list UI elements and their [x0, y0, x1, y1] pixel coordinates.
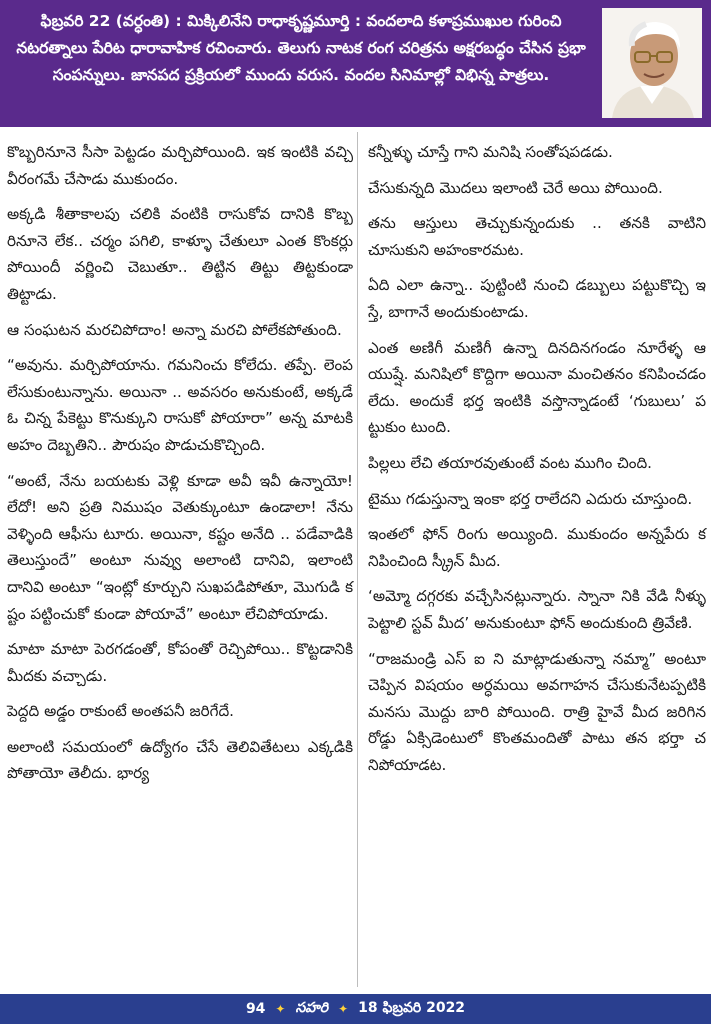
column-divider: [357, 132, 358, 987]
paragraph: ఏది ఎలా ఉన్నా.. పుట్టింటి నుంచి డబ్బులు పట్టుకొచ్చి ఇస్తే, బాగానే అందుకుంటాడు.: [368, 276, 706, 321]
paragraph: మాటా మాటా పెరగడంతో, కోపంతో రెచ్చిపోయి.. కొట్టడానికి మీదకు వచ్చాడు.: [7, 640, 353, 685]
paragraph: ఇంతలో ఫోన్ రింగు అయ్యింది. ముకుందం అన్నపేరు కనిపించింది స్క్రీన్ మీద.: [368, 525, 706, 570]
paragraph: చేసుకున్నది మొదలు ఇలాంటి చెరే అయి పోయింది.: [368, 178, 663, 197]
separator-star-icon: ✦: [275, 1002, 286, 1016]
banner-text: ఫిబ్రవరి 22 (వర్ధంతి) : మిక్కిలినేని రాధాకృష్ణమూర్తి : వందలాది కళాప్రముఖుల గురించి నటరత్నాలు పేరిట ధారావాహిక రచించారు. తెలుగు నాటక రంగ చరిత్రను అక్షరబద్ధం చేసిన ప్రభా సంపన్నులు. జానపద ప్రక్రియలో ముందు వరుస. వందల సినిమాల్లో విభిన్న పాత్రలు.: [16, 12, 586, 84]
paragraph: అక్కడి శీతాకాలపు చలికి వంటికి రాసుకోవ దానికి కొబ్బరినూనె లేక.. చర్మం పగిలి, కాళ్ళూ చేతులూ ఎంత కొంకర్లు పోయిందీ వర్ణించి చెబుతూ.. తిట్టిన తిట్టు తిట్టకుండా తిట్టాడు.: [7, 205, 353, 303]
portrait-photo: [602, 8, 702, 118]
issue-date: 18 ఫిబ్రవరి 2022: [358, 999, 466, 1016]
paragraph: అలాంటి సమయంలో ఉద్యోగం చేసే తెలివితేటలు ఎక్కడికి పోతాయో తెలీదు. భార్య: [7, 737, 353, 783]
paragraph: “రాజమండ్రి ఎస్ ఐ ని మాట్లాడుతున్నా నమ్మా” అంటూ చెప్పిన విషయం అర్ధమయి అవగాహన చేసుకునేటప్పటికి మనసు మొద్దు బారి పోయింది. రాత్రి హైవే మీద జరిగిన రోడ్డు ఏక్సిడెంటులో కొంతమందితో పాటు తన భర్తా చనిపోయాడట.: [368, 649, 706, 774]
paragraph: తను ఆస్తులు తెచ్చుకున్నందుకు .. తనకి వాటిని చూసుకుని అహంకారమట.: [368, 214, 706, 259]
magazine-name: సహరి: [295, 999, 329, 1016]
paragraph: ఆ సంఘటన మరచిపోదాం! అన్నా మరచి పోలేకపోతుంది.: [7, 320, 342, 339]
portrait-icon: [602, 8, 702, 118]
page-number: 94: [245, 1001, 266, 1017]
paragraph: పిల్లలు లేచి తయారవుతుంటే వంట ముగిం చింది.: [368, 453, 652, 472]
paragraph: కొబ్బరినూనె సీసా పెట్టడం మర్చిపోయింది. ఇక ఇంటికి వచ్చి వీరంగమే చేసాడు ముకుందం.: [7, 143, 353, 188]
right-column: [368, 139, 706, 787]
paragraph: “అవును. మర్చిపోయాను. గమనించు కోలేదు. తప్పే. లెంప లేసుకుంటున్నాను. అయినా .. అవసరం అనుకుంటే, అక్కడే ఓ చిన్న పేకెట్టు కొనుక్కుని రాసుకో పోయారా” అన్న మాటకి అహం దెబ్బతిని.. పౌరుషం పొడుచుకొచ్చింది.: [7, 356, 353, 454]
paragraph: కన్నీళ్ళు చూస్తే గాని మనిషి సంతోషపడడు.: [368, 143, 613, 161]
paragraph: ‘అమ్మో దగ్గరకు వచ్చేసినట్లున్నారు. స్నానా నికి వేడి నీళ్ళు పెట్టాలి స్టవ్ మీద’ అనుకుంటూ ఫోన్ అందుకుంది త్రివేణి.: [368, 587, 706, 632]
paragraph: పెద్దది అడ్డం రాకుంటే అంతపనీ జరిగేదే.: [7, 702, 234, 721]
page-footer: [0, 994, 711, 1024]
left-column: [7, 139, 353, 796]
paragraph: “అంటే, నేను బయటకు వెళ్లి కూడా అవీ ఇవీ ఉన్నాయో! లేదో! అని ప్రతి నిముషం వెతుక్కుంటూ ఉండాలా! నేను వెళ్ళింది ఆఫీసు టూరు. అయినా, కష్టం అనేది .. పడేవాడికి తెలుస్తుందే” అంటూ నువ్వు అలాంటి దానివి, ఇలాంటి దానివి అంటూ “ఇంట్లో కూర్చుని సుఖపడిపోతూ, మొగుడి కష్టం పట్టించుకో కుండా పోయావే” అంటూ లేచిపోయాడు.: [7, 471, 353, 623]
header-banner: [0, 0, 711, 127]
separator-star-icon: ✦: [338, 1002, 349, 1016]
paragraph: ఎంత అణిగీ మణిగీ ఉన్నా దినదినగండం నూరేళ్ళ ఆయుష్షే. మనిషిలో కొద్దిగా అయినా మంచితనం కనిపించడం లేదు. అందుకే భర్త ఇంటికి వస్తొన్నాడంటే ‘గుబులు’ పట్టుకుం టుంది.: [368, 338, 706, 437]
paragraph: టైము గడుస్తున్నా ఇంకా భర్త రాలేదని ఎదురు చూస్తుంది.: [368, 489, 693, 508]
